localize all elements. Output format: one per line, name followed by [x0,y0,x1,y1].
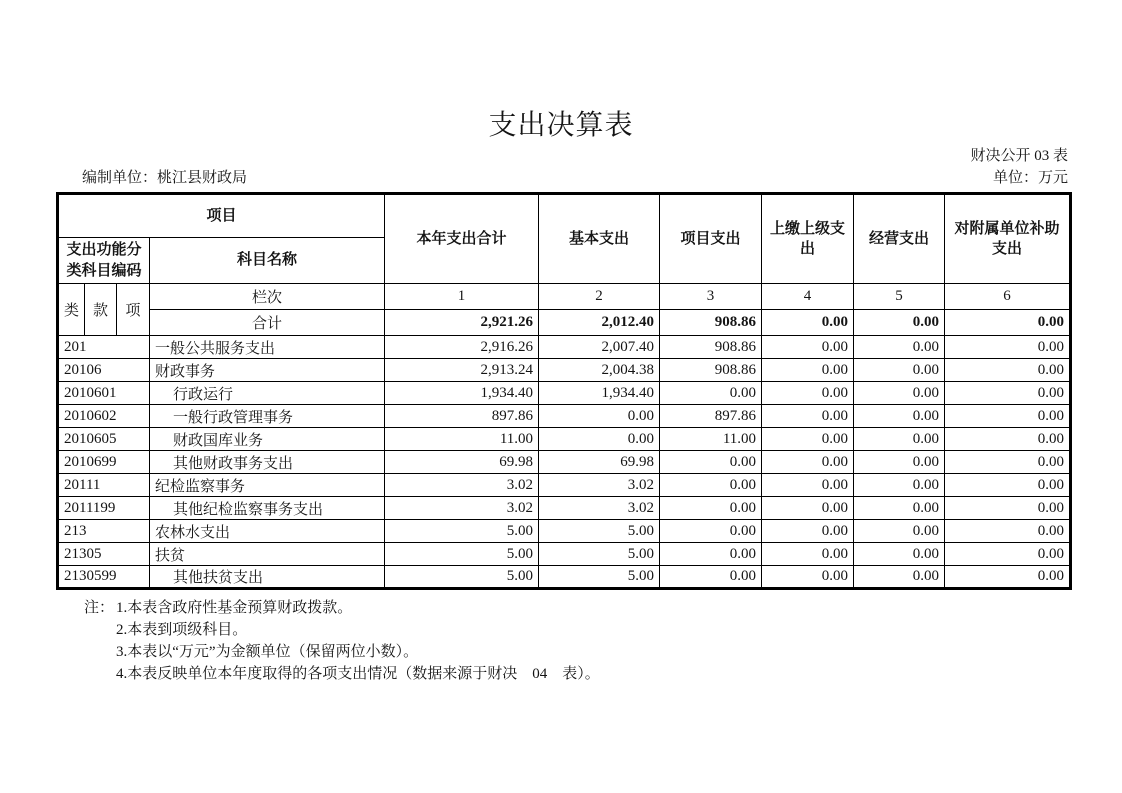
table-row [58,566,1071,589]
header-item-col: 项 [117,284,150,336]
row-value: 3.02 [539,474,660,497]
row-value: 908.86 [660,336,762,359]
row-value: 0.00 [660,474,762,497]
footnote-items [116,597,600,685]
row-value: 3.02 [385,497,539,520]
header-basic-expenditure: 基本支出 [539,194,660,284]
row-code: 2010605 [58,428,150,451]
column-index-label: 栏次 [150,284,385,310]
row-value: 5.00 [385,543,539,566]
row-value: 3.02 [539,497,660,520]
header-row-project [58,194,1071,238]
total-value: 0.00 [854,310,945,336]
row-code: 2010601 [58,382,150,405]
row-value: 0.00 [660,382,762,405]
row-name: 其他纪检监察事务支出 [150,497,385,520]
expenditure-table [56,192,1072,590]
footnotes [84,597,1122,685]
row-value: 0.00 [854,405,945,428]
row-value: 0.00 [660,497,762,520]
row-value: 2,913.24 [385,359,539,382]
footnote-item: 1.本表含政府性基金预算财政拨款。 [116,600,353,616]
row-value: 0.00 [762,428,854,451]
row-code: 20106 [58,359,150,382]
column-number: 5 [854,284,945,310]
header-project-expenditure: 项目支出 [660,194,762,284]
row-value: 0.00 [854,543,945,566]
row-value: 0.00 [762,382,854,405]
row-value: 0.00 [945,566,1071,589]
row-value: 5.00 [385,520,539,543]
row-value: 0.00 [762,497,854,520]
table-row [58,520,1071,543]
row-name: 农林水支出 [150,520,385,543]
header-section-col: 款 [85,284,117,336]
table-row [58,382,1071,405]
row-name: 一般公共服务支出 [150,336,385,359]
row-value: 0.00 [945,382,1071,405]
table-row [58,451,1071,474]
row-value: 1,934.40 [385,382,539,405]
total-label: 合计 [150,310,385,336]
page-title: 支出决算表 [488,110,634,141]
row-value: 1,934.40 [539,382,660,405]
row-value: 0.00 [660,566,762,589]
header-subsidy-to-affiliates: 对附属单位补助支出 [945,194,1071,284]
row-value: 0.00 [854,359,945,382]
column-number: 3 [660,284,762,310]
row-code: 20111 [58,474,150,497]
row-value: 0.00 [762,359,854,382]
row-value: 0.00 [854,336,945,359]
meta-row [54,168,1068,188]
row-value: 0.00 [762,474,854,497]
row-value: 0.00 [854,566,945,589]
total-row [58,310,1071,336]
row-value: 0.00 [762,336,854,359]
row-code: 2130599 [58,566,150,589]
footnote-item: 3.本表以“万元”为金额单位（保留两位小数）。 [116,644,419,660]
row-value: 3.02 [385,474,539,497]
row-value: 11.00 [660,428,762,451]
row-value: 0.00 [762,520,854,543]
row-code: 2011199 [58,497,150,520]
table-row [58,543,1071,566]
row-value: 69.98 [539,451,660,474]
row-name: 其他扶贫支出 [150,566,385,589]
row-value: 0.00 [762,543,854,566]
row-value: 0.00 [660,520,762,543]
row-value: 11.00 [385,428,539,451]
column-number: 6 [945,284,1071,310]
row-value: 0.00 [945,474,1071,497]
table-row [58,428,1071,451]
row-value: 0.00 [945,451,1071,474]
row-value: 0.00 [854,497,945,520]
row-value: 0.00 [854,428,945,451]
row-value: 0.00 [945,497,1071,520]
header-function-code: 支出功能分类科目编码 [58,238,150,284]
row-name: 其他财政事务支出 [150,451,385,474]
row-value: 0.00 [945,405,1071,428]
total-value: 908.86 [660,310,762,336]
footnote-label: 注： [84,600,115,616]
row-name: 行政运行 [150,382,385,405]
table-row [58,359,1071,382]
table-row [58,474,1071,497]
row-name: 一般行政管理事务 [150,405,385,428]
row-value: 0.00 [945,520,1071,543]
row-value: 0.00 [539,405,660,428]
row-value: 0.00 [854,382,945,405]
row-value: 0.00 [854,520,945,543]
table-row [58,405,1071,428]
header-subject-name: 科目名称 [150,238,385,284]
header-class-col: 类 [58,284,85,336]
total-value: 2,012.40 [539,310,660,336]
row-value: 897.86 [385,405,539,428]
row-value: 0.00 [762,566,854,589]
column-number: 2 [539,284,660,310]
header-total-expenditure: 本年支出合计 [385,194,539,284]
row-value: 0.00 [945,428,1071,451]
header-row-column-numbers [58,284,1071,310]
row-value: 2,004.38 [539,359,660,382]
row-value: 897.86 [660,405,762,428]
footnote-item: 2.本表到项级科目。 [116,622,248,638]
row-value: 69.98 [385,451,539,474]
row-value: 2,916.26 [385,336,539,359]
total-value: 2,921.26 [385,310,539,336]
column-number: 4 [762,284,854,310]
row-value: 0.00 [660,451,762,474]
row-value: 0.00 [945,543,1071,566]
unit-label: 单位：万元 [992,170,1068,186]
row-name: 扶贫 [150,543,385,566]
footnote-item: 4.本表反映单位本年度取得的各项支出情况（数据来源于财决 04 表）。 [116,666,600,682]
row-name: 纪检监察事务 [150,474,385,497]
header-operating-expenditure: 经营支出 [854,194,945,284]
row-value: 0.00 [945,359,1071,382]
row-value: 908.86 [660,359,762,382]
row-code: 21305 [58,543,150,566]
row-code: 2010602 [58,405,150,428]
doc-number-label: 财决公开 03 表 [970,148,1068,164]
row-value: 5.00 [539,520,660,543]
row-value: 0.00 [660,543,762,566]
row-value: 2,007.40 [539,336,660,359]
row-value: 5.00 [539,566,660,589]
total-value: 0.00 [945,310,1071,336]
header-project: 项目 [58,194,385,238]
row-value: 0.00 [539,428,660,451]
row-value: 0.00 [854,474,945,497]
row-name: 财政国库业务 [150,428,385,451]
column-number: 1 [385,284,539,310]
table-row [58,336,1071,359]
row-value: 0.00 [762,451,854,474]
row-value: 0.00 [762,405,854,428]
prepared-by-label: 编制单位：桃江县财政局 [82,170,248,186]
row-value: 5.00 [385,566,539,589]
row-name: 财政事务 [150,359,385,382]
table-row [58,497,1071,520]
row-code: 213 [58,520,150,543]
row-value: 0.00 [945,336,1071,359]
row-code: 201 [58,336,150,359]
header-upward-remittance: 上缴上级支出 [762,194,854,284]
row-value: 0.00 [854,451,945,474]
total-value: 0.00 [762,310,854,336]
row-value: 5.00 [539,543,660,566]
row-code: 2010699 [58,451,150,474]
